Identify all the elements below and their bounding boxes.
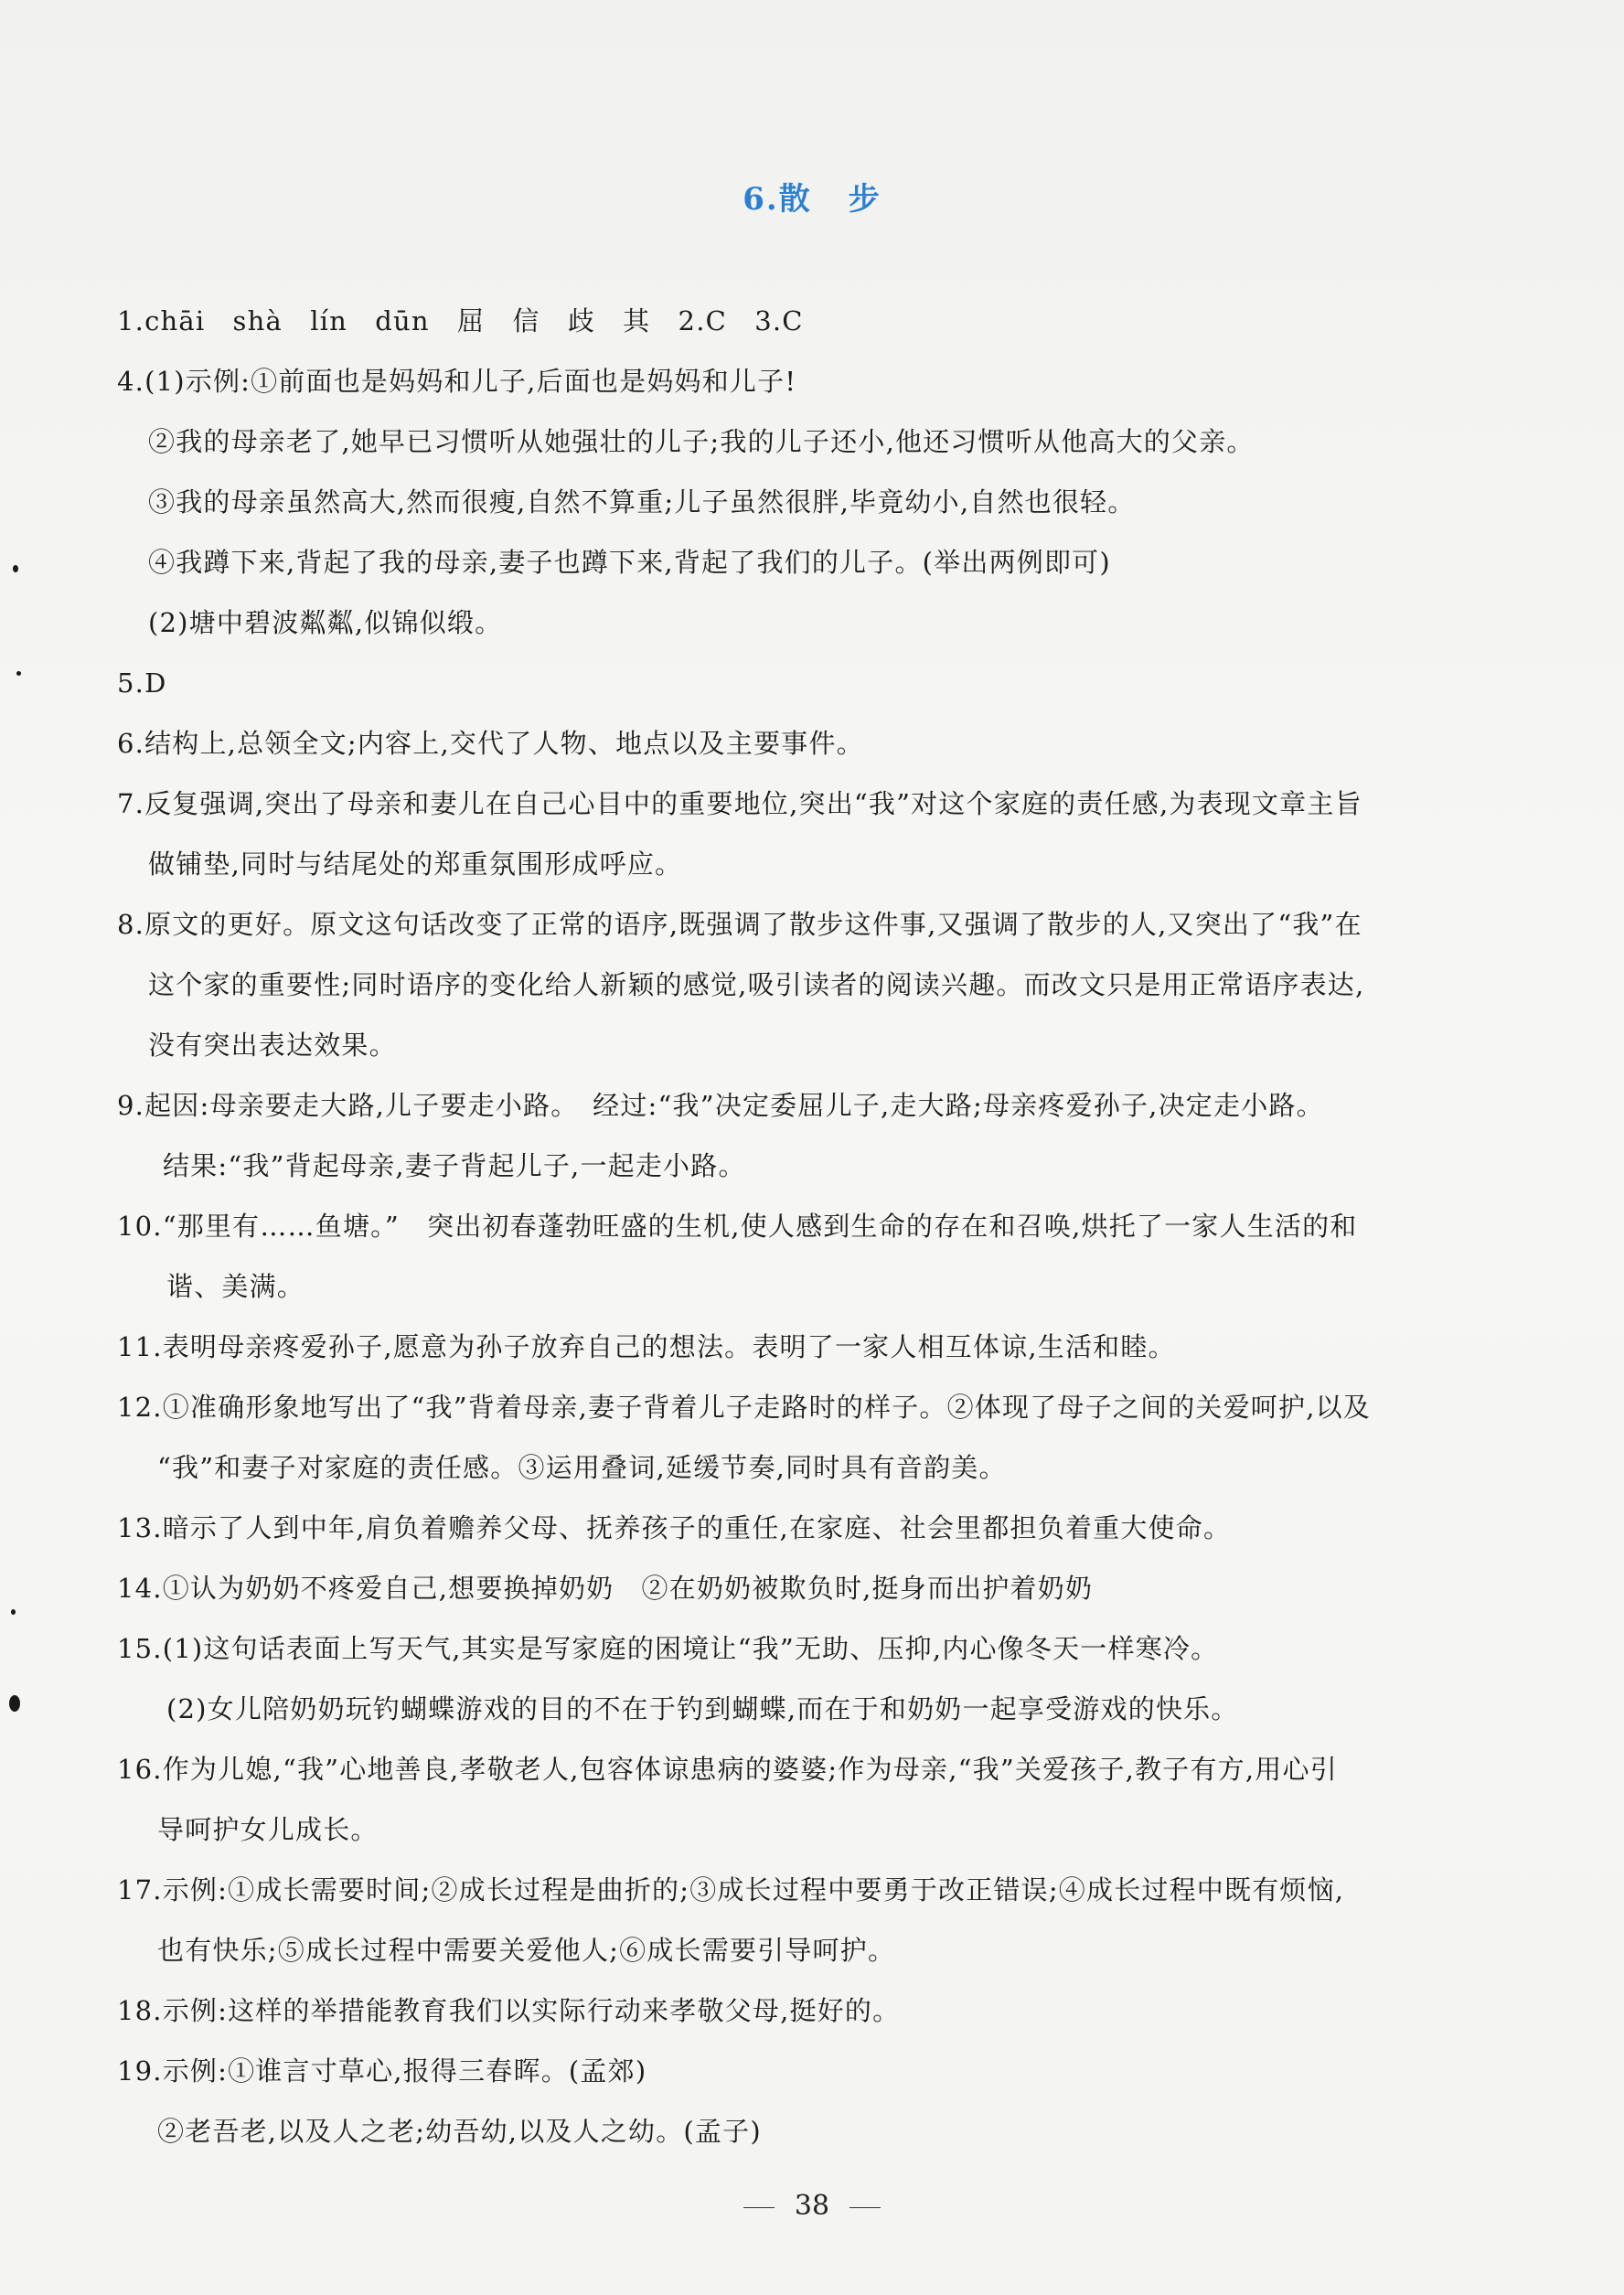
answer-line: 也有快乐;⑤成长过程中需要关爱他人;⑥成长需要引导呵护。 [157,1935,896,1966]
section-number: 6. [743,181,779,218]
answer-line: (2)塘中碧波粼粼,似锦似缎。 [148,607,503,638]
answer-line: 16.作为儿媳,“我”心地善良,孝敬老人,包容体谅患病的婆婆;作为母亲,“我”关爱孩子,教子有方,用心引 [117,1754,1338,1785]
page-number: 38 [794,2190,830,2222]
answer-line: 6.结构上,总领全文;内容上,交代了人物、地点以及主要事件。 [117,728,864,759]
page-footer [0,2190,1624,2222]
scan-speck [13,565,18,572]
answer-line: 谐、美满。 [166,1271,305,1302]
answer-line: ②老吾老,以及人之老;幼吾幼,以及人之幼。(孟子) [157,2116,762,2147]
footer-dash-right [849,2207,881,2208]
answer-line: ②我的母亲老了,她早已习惯听从她强壮的儿子;我的儿子还小,他还习惯听从他高大的父亲。 [148,426,1255,457]
section-title-char-1: 散 [778,181,812,218]
answer-line: 15.(1)这句话表面上写天气,其实是写家庭的困境让“我”无助、压抑,内心像冬天一样寒冷。 [117,1633,1219,1664]
answer-line: 9.起因:母亲要走大路,儿子要走小路。 经过:“我”决定委屈儿子,走大路;母亲疼爱孙子,决定走小路。 [117,1090,1324,1121]
answer-line: 做铺垫,同时与结尾处的郑重氛围形成呼应。 [148,849,683,880]
answer-line: 10.“那里有……鱼塘。” 突出初春蓬勃旺盛的生机,使人感到生命的存在和召唤,烘托了一家人生活的和 [117,1211,1358,1242]
answer-content [117,291,1525,2162]
scan-speck [9,1695,20,1712]
answer-line: 没有突出表达效果。 [148,1030,397,1061]
answer-line: 14.①认为奶奶不疼爱自己,想要换掉奶奶 ②在奶奶被欺负时,挺身而出护着奶奶 [117,1573,1094,1604]
answer-line: 这个家的重要性;同时语序的变化给人新颖的感觉,吸引读者的阅读兴趣。而改文只是用正常语序表达, [148,969,1365,1000]
answer-line: 5.D [117,667,167,699]
answer-line: 18.示例:这样的举措能教育我们以实际行动来孝敬父母,挺好的。 [117,1995,901,2026]
answer-line: 7.反复强调,突出了母亲和妻儿在自己心目中的重要地位,突出“我”对这个家庭的责任感,为表现文章主旨 [117,788,1362,819]
answer-line: “我”和妻子对家庭的责任感。③运用叠词,延缓节奏,同时具有音韵美。 [157,1452,1007,1483]
answer-line: 导呵护女儿成长。 [157,1814,379,1845]
section-title [0,174,1624,219]
scan-speck [16,671,21,676]
answer-line: 12.①准确形象地写出了“我”背着母亲,妻子背着儿子走路时的样子。②体现了母子之间的关爱呵护,以及 [117,1392,1372,1423]
answer-line: 1.chāi shà lín dūn 屈 信 歧 其 2.C 3.C [117,305,804,336]
footer-dash-left [743,2207,775,2208]
answer-line: 19.示例:①谁言寸草心,报得三春晖。(孟郊) [117,2055,647,2087]
answer-line: 4.(1)示例:①前面也是妈妈和儿子,后面也是妈妈和儿子! [117,366,797,397]
answer-line: ④我蹲下来,背起了我的母亲,妻子也蹲下来,背起了我们的儿子。(举出两例即可) [148,547,1111,578]
answer-line: 13.暗示了人到中年,肩负着赡养父母、抚养孩子的重任,在家庭、社会里都担负着重大使命。 [117,1512,1232,1543]
answer-line: 8.原文的更好。原文这句话改变了正常的语序,既强调了散步这件事,又强调了散步的人,又突出了“我”在 [117,909,1362,940]
answer-line: (2)女儿陪奶奶玩钓蝴蝶游戏的目的不在于钓到蝴蝶,而在于和奶奶一起享受游戏的快乐。 [166,1693,1239,1724]
section-title-char-2: 步 [848,181,881,218]
scan-speck [11,1609,16,1615]
answer-line: 结果:“我”背起母亲,妻子背起儿子,一起走小路。 [163,1150,746,1181]
answer-line: 11.表明母亲疼爱孙子,愿意为孙子放弃自己的想法。表明了一家人相互体谅,生活和睦。 [117,1331,1176,1362]
answer-line: 17.示例:①成长需要时间;②成长过程是曲折的;③成长过程中要勇于改正错误;④成长过程中既有烦恼, [117,1874,1345,1905]
answer-line: ③我的母亲虽然高大,然而很瘦,自然不算重;儿子虽然很胖,毕竟幼小,自然也很轻。 [148,486,1136,518]
